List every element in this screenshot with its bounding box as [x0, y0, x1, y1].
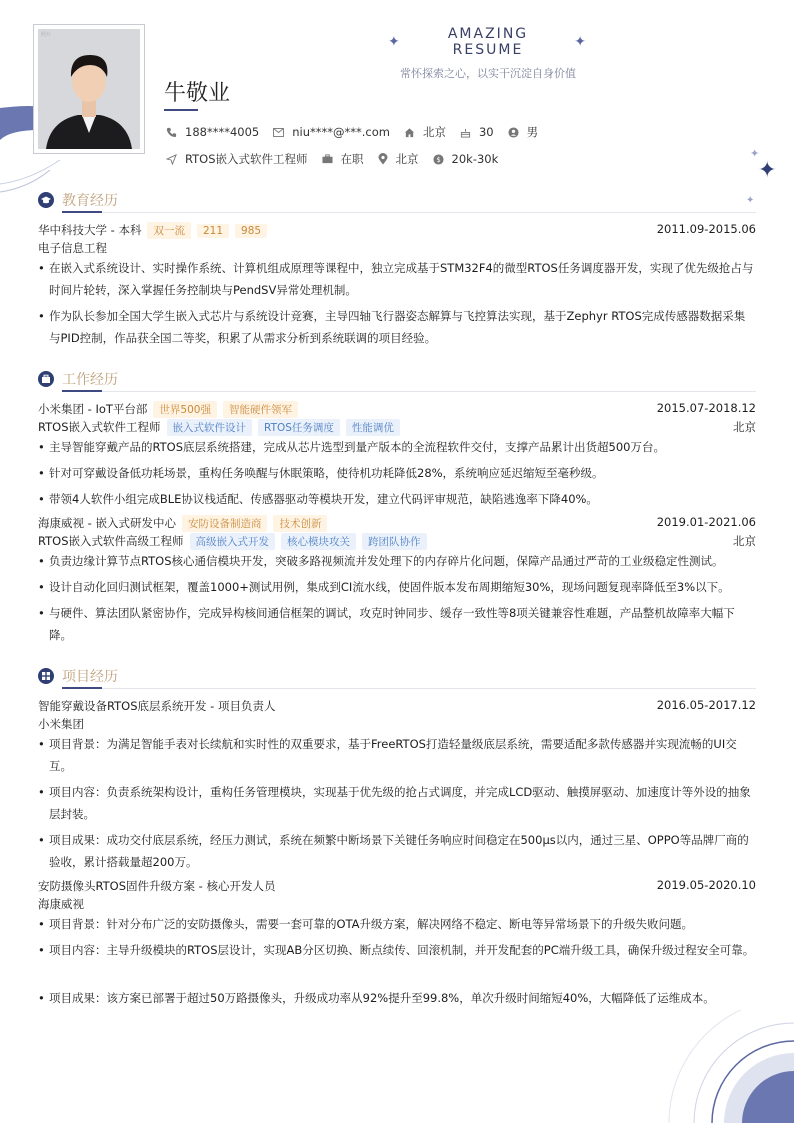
- person-silhouette-icon: [38, 29, 140, 149]
- school-name: 华中科技大学 - 本科: [38, 223, 142, 237]
- age-value: 30: [478, 125, 494, 139]
- job-bullet: • 主导智能穿戴产品的RTOS底层系统搭建，完成从芯片选型到量产版本的全流程软件交付，支撑产品累计出货超500万台。: [38, 436, 756, 458]
- project-bullet: • 项目成果：该方案已部署于超过50万路摄像头，升级成功率从92%提升至99.8%，单次升级时间缩短40%，大幅降低了运维成本。: [38, 987, 756, 1009]
- sparkle-icon: ✦: [746, 195, 755, 206]
- education-tag: 211: [197, 224, 229, 238]
- section-divider-accent: [62, 687, 102, 689]
- salary-value: 20k-30k: [451, 152, 499, 166]
- job-period: 2015.07-2018.12: [656, 401, 756, 415]
- project-bullet: • 项目内容：负责系统架构设计，重构任务管理模块，实现基于优先级的抢占式调度，并完成LCD驱动、触摸屏驱动、加速度计等外设的抽象层封装。: [38, 781, 756, 825]
- education-bullet: • 在嵌入式系统设计、实时操作系统、计算机组成原理等课程中，独立完成基于STM32F4的微型RTOS任务调度器开发，实现了优先级抢占与时间片轮转，深入掌握任务控制块与PendSV异常处理机制。: [38, 257, 756, 301]
- money-icon: [433, 154, 444, 165]
- project-org: 海康威视: [38, 897, 84, 911]
- status-value: 在职: [340, 152, 364, 166]
- job-intent-row: [166, 151, 512, 167]
- project-period: 2019.05-2020.10: [656, 878, 756, 892]
- section-divider: [62, 212, 756, 213]
- section-title: 教育经历: [62, 193, 118, 209]
- section-divider-accent: [62, 390, 102, 392]
- job-role-row: [38, 419, 756, 435]
- project-period: 2016.05-2017.12: [656, 698, 756, 712]
- company-tag: 安防设备制造商: [182, 515, 268, 532]
- job-bullet: • 带领4人软件小组完成BLE协议栈适配、传感器驱动等模块开发，建立代码评审规范，缺陷逃逸率下降40%。: [38, 488, 756, 510]
- banner-subtitle: 常怀探索之心，以实干沉淀自身价值: [400, 67, 576, 80]
- email-item: [273, 125, 390, 139]
- user-icon: [508, 127, 519, 138]
- education-entry: [38, 222, 756, 238]
- education-bullet: • 作为队长参加全国大学生嵌入式芯片与系统设计竞赛，主导四轴飞行器姿态解算与飞控算法实现，基于Zephyr RTOS完成传感器数据采集与PID控制，作品获全国二等奖，积累了从需求分析到系统联调的项目经验。: [38, 305, 756, 349]
- banner-title-text: AMAZING RESUME: [447, 26, 529, 58]
- job-bullet: • 与硬件、算法团队紧密协作，完成异构核间通信框架的调试，攻克时钟同步、缓存一致性等8项关键兼容性难题，产品整机故障率大幅下降。: [38, 602, 756, 646]
- job-role: RTOS嵌入式软件高级工程师: [38, 534, 184, 548]
- status-item: [322, 151, 364, 167]
- gender-value: 男: [526, 125, 539, 139]
- contact-info-row: [166, 124, 552, 140]
- education-tag: 双一流: [147, 222, 191, 239]
- svg-text:$: $: [435, 155, 441, 164]
- job-role: RTOS嵌入式软件工程师: [38, 420, 161, 434]
- education-major: 电子信息工程: [38, 241, 107, 255]
- education-section-header: [38, 192, 756, 210]
- job-role-row: [38, 533, 756, 549]
- gender-item: [508, 124, 539, 140]
- location-value: 北京: [395, 152, 419, 166]
- phone-value: 188****4005: [185, 125, 260, 139]
- skill-tag: RTOS任务调度: [258, 419, 340, 436]
- profile-photo-frame: [33, 24, 145, 154]
- skill-tag: 核心模块攻关: [281, 533, 356, 550]
- section-divider: [62, 688, 756, 689]
- project-header: [38, 698, 756, 714]
- job-bullet: • 设计自动化回归测试框架，覆盖1000+测试用例，集成到CI流水线，使固件版本发布周期缩短30%，现场问题复现率降低至3%以下。: [38, 576, 756, 598]
- job-bullet: • 负责边缘计算节点RTOS核心通信模块开发，突破多路视频流并发处理下的内存碎片化问题，保障产品通过严苛的工业级稳定性测试。: [38, 550, 756, 572]
- skill-tag: 嵌入式软件设计: [167, 419, 253, 436]
- project-bullet: • 项目背景：针对分布广泛的安防摄像头，需要一套可靠的OTA升级方案，解决网络不稳定、断电等异常场景下的升级失败问题。: [38, 913, 756, 935]
- sparkle-icon: ✦: [758, 158, 777, 183]
- project-section-header: [38, 668, 756, 686]
- section-divider: [62, 391, 756, 392]
- project-org: 小米集团: [38, 717, 84, 731]
- candidate-name: 牛敬业: [164, 81, 231, 106]
- sparkle-icon: ✦: [574, 34, 588, 50]
- position-item: [166, 151, 308, 167]
- home-icon: [404, 127, 415, 138]
- phone-icon: [166, 127, 177, 138]
- city-item: [404, 124, 446, 140]
- position-value: RTOS嵌入式软件工程师: [185, 152, 308, 166]
- briefcase-icon: [38, 371, 54, 387]
- briefcase-icon: [322, 154, 333, 164]
- city-value: 北京: [422, 125, 446, 139]
- bottom-right-circles: [660, 1010, 794, 1123]
- work-section-header: [38, 371, 756, 389]
- phone-item: [166, 125, 259, 139]
- section-title: 工作经历: [62, 372, 118, 388]
- map-pin-icon: [378, 153, 388, 165]
- project-header: [38, 878, 756, 894]
- section-divider-accent: [62, 211, 102, 213]
- job-city: 北京: [733, 420, 756, 434]
- resume-banner: [388, 26, 588, 81]
- project-name: 安防摄像头RTOS固件升级方案 - 核心开发人员: [38, 879, 276, 893]
- location-item: [378, 151, 419, 167]
- company-name: 小米集团 - IoT平台部: [38, 402, 148, 416]
- skill-tag: 跨团队协作: [362, 533, 427, 550]
- company-tag: 智能硬件领军: [223, 401, 298, 418]
- mail-icon: [273, 128, 284, 137]
- photo-tag: 照片: [41, 32, 52, 38]
- company-name: 海康威视 - 嵌入式研发中心: [38, 516, 176, 530]
- job-bullet: • 针对可穿戴设备低功耗场景，重构任务唤醒与休眠策略，使待机功耗降低28%，系统响应延迟缩短至毫秒级。: [38, 462, 756, 484]
- job-header: [38, 401, 756, 417]
- company-tag: 技术创新: [273, 515, 327, 532]
- graduation-cap-icon: [38, 192, 54, 208]
- sparkle-icon: ✦: [750, 147, 760, 160]
- sparkle-icon: ✦: [388, 34, 402, 50]
- skill-tag: 高级嵌入式开发: [190, 533, 276, 550]
- banner-title: [388, 26, 588, 58]
- education-period: 2011.09-2015.06: [656, 222, 756, 236]
- project-bullet: • 项目成果：成功交付底层系统，经压力测试，系统在频繁中断场景下关键任务响应时间稳定在500μs以内，通过三星、OPPO等品牌厂商的验收，累计搭载量超200万。: [38, 829, 756, 873]
- avatar: [38, 29, 140, 149]
- age-item: [460, 125, 494, 139]
- send-icon: [166, 154, 177, 165]
- company-tag: 世界500强: [153, 401, 217, 418]
- education-tag: 985: [235, 224, 267, 238]
- job-period: 2019.01-2021.06: [656, 515, 756, 529]
- salary-item: [433, 152, 499, 166]
- project-bullet: • 项目内容：主导升级模块的RTOS层设计，实现AB分区切换、断点续传、回滚机制，并开发配套的PC端升级工具，确保升级过程安全可靠。: [38, 939, 756, 961]
- project-name: 智能穿戴设备RTOS底层系统开发 - 项目负责人: [38, 699, 276, 713]
- section-title: 项目经历: [62, 669, 118, 685]
- name-underline: [164, 109, 198, 111]
- job-header: [38, 515, 756, 531]
- project-bullet: • 项目背景：为满足智能手表对长续航和实时性的双重要求，基于FreeRTOS打造轻量级底层系统，需要适配多款传感器并实现流畅的UI交互。: [38, 733, 756, 777]
- grid-icon: [38, 668, 54, 684]
- job-city: 北京: [733, 534, 756, 548]
- email-value: niu****@***.com: [292, 125, 390, 139]
- cake-icon: [460, 127, 471, 138]
- skill-tag: 性能调优: [346, 419, 400, 436]
